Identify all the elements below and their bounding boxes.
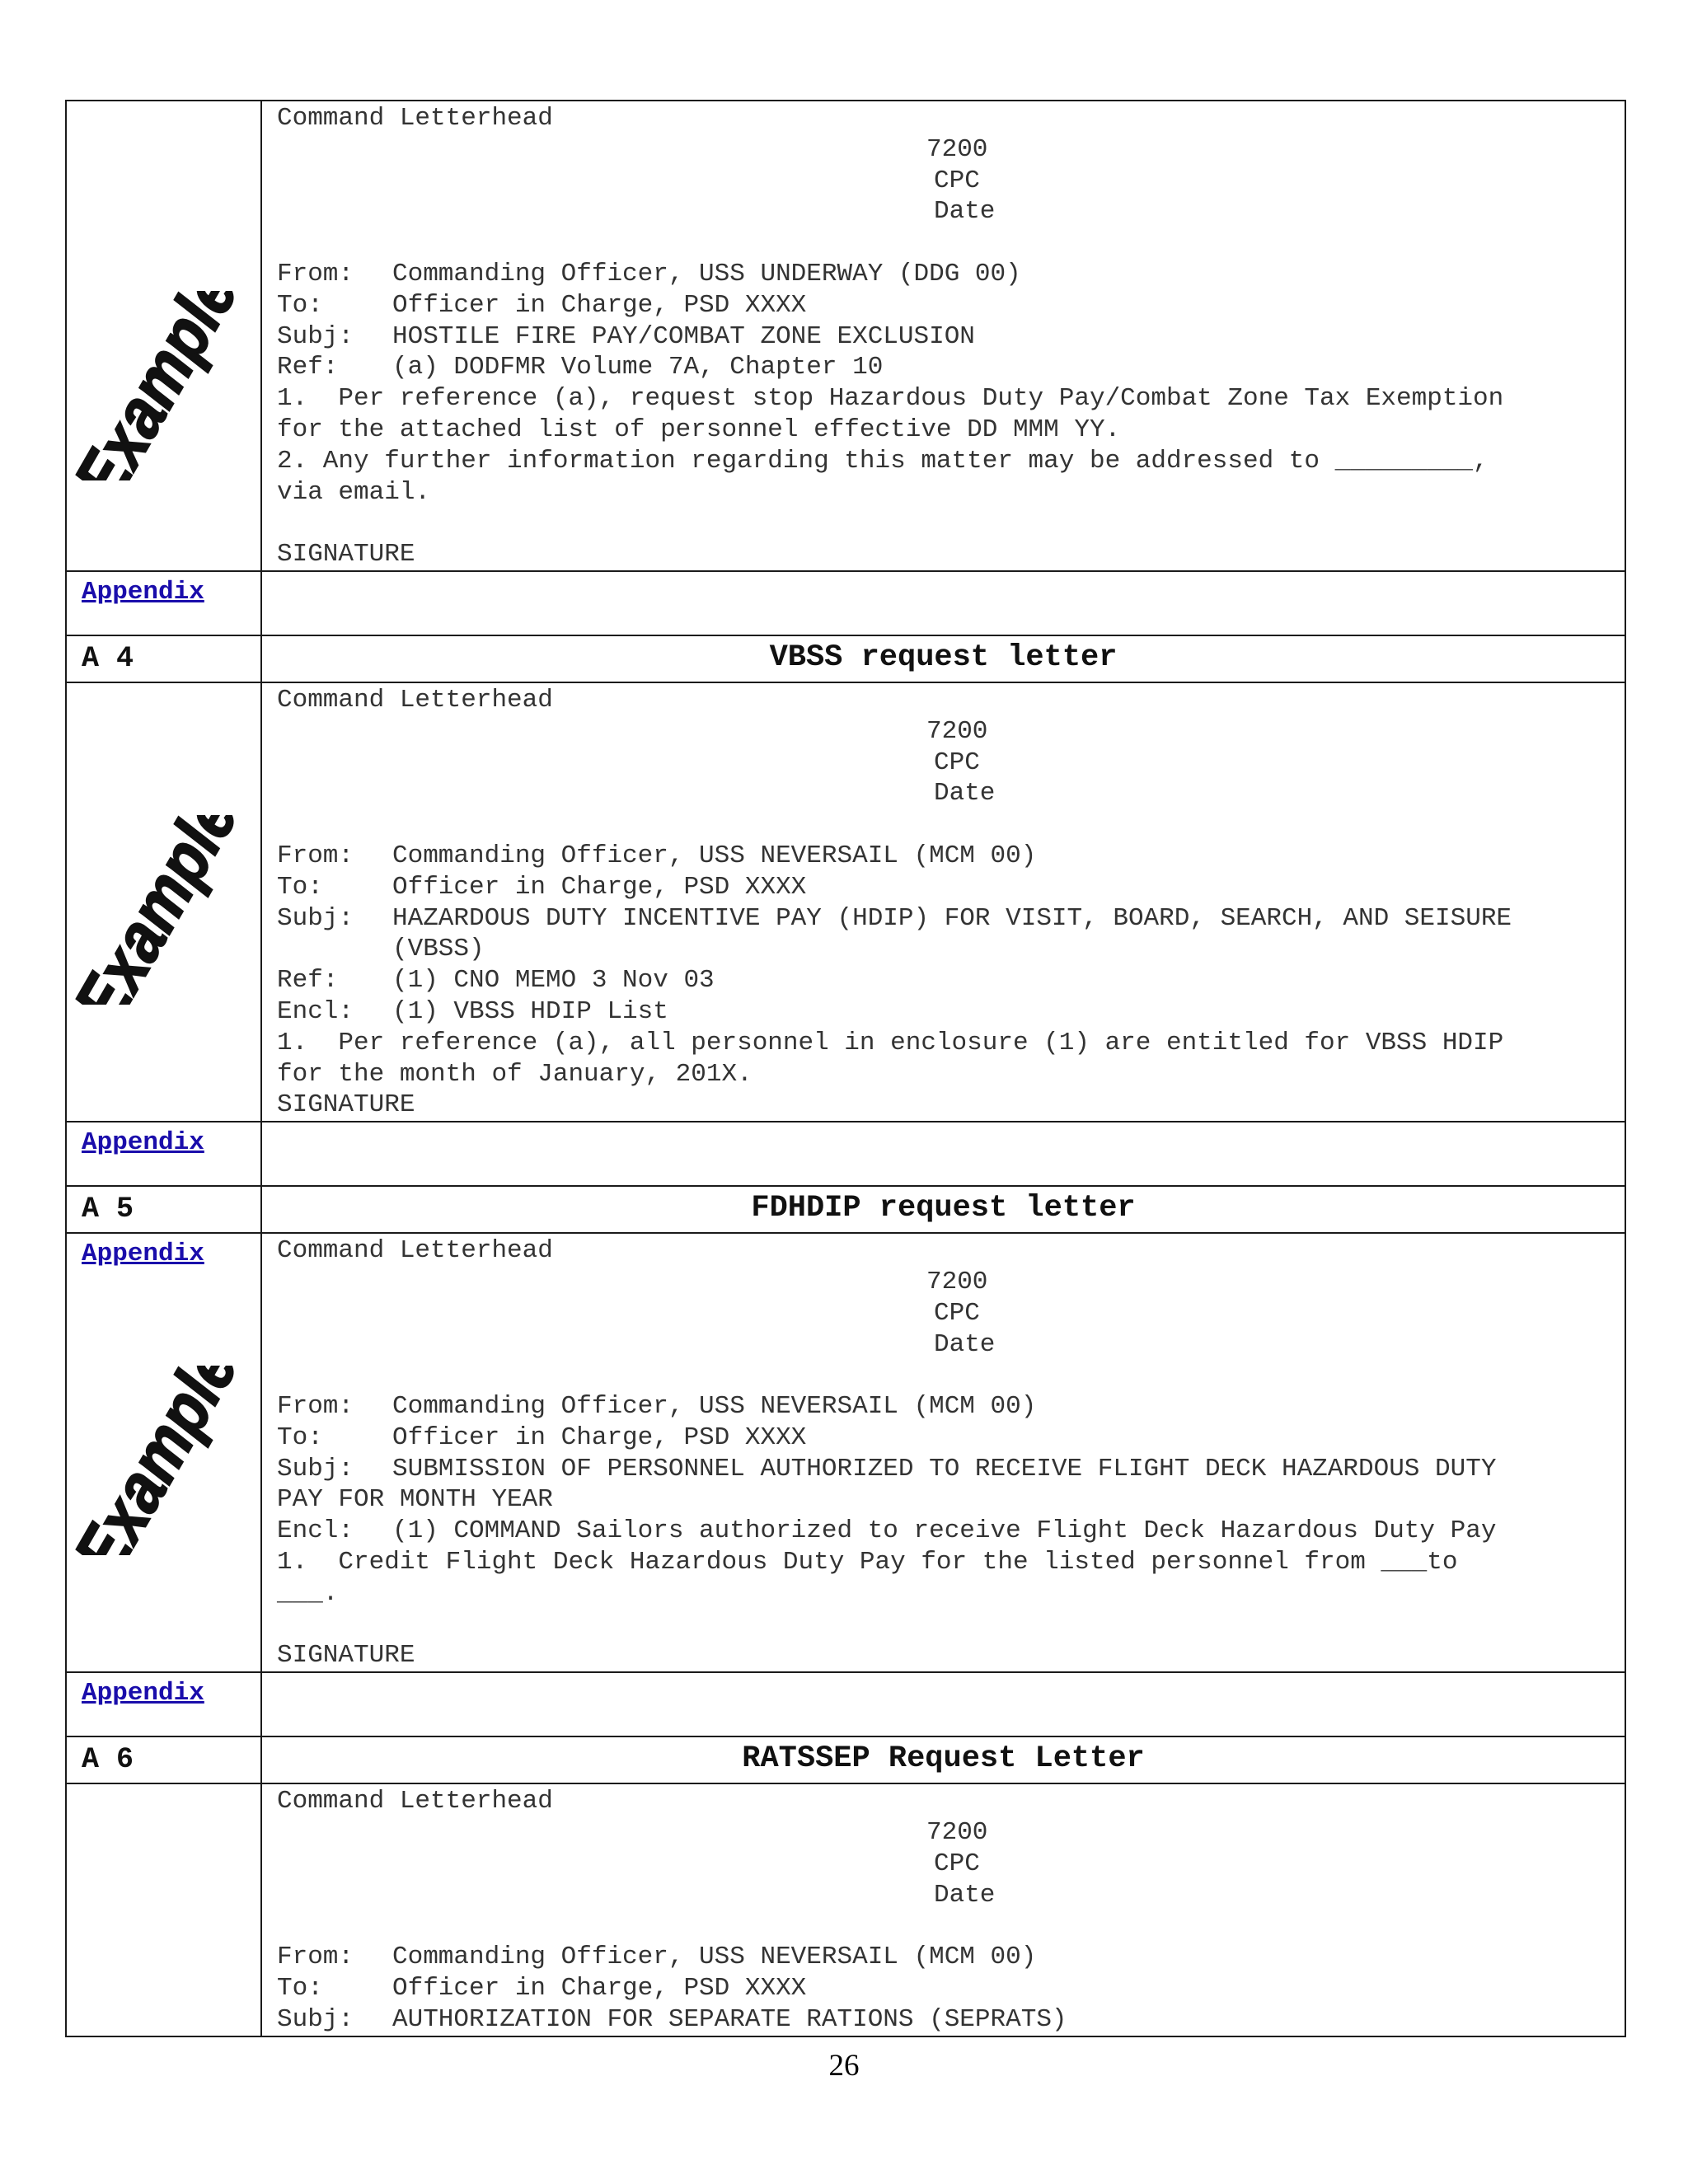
- signature: SIGNATURE: [277, 1641, 415, 1671]
- cpc: CPC: [934, 1298, 980, 1328]
- subj-line-cont: PAY FOR MONTH YEAR: [277, 1485, 553, 1515]
- appendix-row: [66, 571, 1625, 635]
- example-stamp: [72, 1366, 237, 1555]
- subj-line: Subj: HAZARDOUS DUTY INCENTIVE PAY (HDIP) FOR VISIT, BOARD, SEARCH, AND SEISURE: [277, 903, 1512, 933]
- ssic: 7200: [926, 716, 988, 746]
- appendix-cell: [66, 571, 261, 635]
- section-id: A 4: [82, 641, 134, 675]
- letter-row: [66, 1233, 1625, 1672]
- subj-line-cont: (VBSS): [392, 935, 485, 964]
- appendix-row: [66, 1122, 1625, 1186]
- letter-date: Date: [934, 1880, 996, 1910]
- letterhead: Command Letterhead: [277, 1236, 553, 1266]
- document-table: [65, 100, 1626, 2037]
- ref-line: Ref: (a) DODFMR Volume 7A, Chapter 10: [277, 353, 884, 382]
- paragraph-1: 1. Per reference (a), request stop Hazardous Duty Pay/Combat Zone Tax Exemption: [277, 384, 1504, 414]
- cpc: CPC: [934, 166, 980, 195]
- page-number: 26: [828, 2049, 860, 2083]
- subj-line: Subj: SUBMISSION OF PERSONNEL AUTHORIZED TO RECEIVE FLIGHT DECK HAZARDOUS DUTY: [277, 1454, 1497, 1483]
- from-line: From: Commanding Officer, USS UNDERWAY (DDG 00): [277, 259, 1021, 288]
- example-cell: [66, 101, 261, 571]
- empty-cell: [261, 571, 1625, 635]
- letter-date: Date: [934, 779, 996, 808]
- example-cell: [66, 682, 261, 1122]
- example-stamp: [72, 291, 237, 480]
- letterhead: Command Letterhead: [277, 1787, 553, 1816]
- section-title-cell: [261, 635, 1625, 682]
- paragraph-1: 1. Credit Flight Deck Hazardous Duty Pay for the listed personnel from ___to: [277, 1548, 1458, 1577]
- ssic: 7200: [926, 1818, 988, 1848]
- letter-body: [261, 101, 1625, 571]
- section-title: VBSS request letter: [769, 640, 1118, 675]
- signature: SIGNATURE: [277, 540, 415, 569]
- empty-cell: [261, 1122, 1625, 1186]
- section-id: A 5: [82, 1193, 134, 1226]
- cpc: CPC: [934, 1849, 980, 1878]
- appendix-link[interactable]: Appendix: [82, 1128, 204, 1158]
- subj-line: Subj: HOSTILE FIRE PAY/COMBAT ZONE EXCLUSION: [277, 321, 975, 351]
- to-line: To: Officer in Charge, PSD XXXX: [277, 1422, 807, 1452]
- paragraph-1-cont: for the month of January, 201X.: [277, 1059, 753, 1089]
- section-header-row: [66, 1736, 1625, 1783]
- section-title-cell: [261, 1736, 1625, 1783]
- section-id-cell: [66, 635, 261, 682]
- example-cell: [66, 1233, 261, 1672]
- section-title: RATSSEP Request Letter: [742, 1741, 1145, 1777]
- to-line: To: Officer in Charge, PSD XXXX: [277, 290, 807, 320]
- appendix-cell: [66, 1122, 261, 1186]
- paragraph-2-cont: via email.: [277, 477, 431, 507]
- section-title-cell: [261, 1186, 1625, 1233]
- appendix-link[interactable]: Appendix: [82, 1240, 204, 1269]
- letter-body: [261, 682, 1625, 1122]
- signature: SIGNATURE: [277, 1090, 415, 1120]
- ssic: 7200: [926, 1267, 988, 1296]
- letter-row: [66, 682, 1625, 1122]
- to-line: To: Officer in Charge, PSD XXXX: [277, 872, 807, 902]
- appendix-link[interactable]: Appendix: [82, 1679, 204, 1708]
- paragraph-1: 1. Per reference (a), all personnel in enclosure (1) are entitled for VBSS HDIP: [277, 1028, 1504, 1057]
- subj-line: Subj: AUTHORIZATION FOR SEPARATE RATIONS (SEPRATS): [277, 2004, 1067, 2034]
- letter-row: [66, 1783, 1625, 2036]
- encl-line: Encl: (1) VBSS HDIP List: [277, 996, 668, 1026]
- section-header-row: [66, 1186, 1625, 1233]
- letter-body: [261, 1233, 1625, 1672]
- paragraph-1-cont: for the attached list of personnel effective DD MMM YY.: [277, 415, 1121, 444]
- from-line: From: Commanding Officer, USS NEVERSAIL (MCM 00): [277, 1943, 1037, 1972]
- ssic: 7200: [926, 134, 988, 164]
- section-id-cell: [66, 1736, 261, 1783]
- from-line: From: Commanding Officer, USS NEVERSAIL (MCM 00): [277, 841, 1037, 870]
- section-title: FDHDIP request letter: [751, 1191, 1136, 1226]
- appendix-row: [66, 1672, 1625, 1736]
- letterhead: Command Letterhead: [277, 685, 553, 715]
- letter-date: Date: [934, 197, 996, 227]
- to-line: To: Officer in Charge, PSD XXXX: [277, 1974, 807, 2004]
- appendix-link[interactable]: Appendix: [82, 577, 204, 607]
- example-stamp: [72, 815, 237, 1005]
- cpc: CPC: [934, 748, 980, 777]
- appendix-cell: [66, 1672, 261, 1736]
- section-id-cell: [66, 1186, 261, 1233]
- empty-cell: [261, 1672, 1625, 1736]
- letterhead: Command Letterhead: [277, 104, 553, 133]
- letter-body: [261, 1783, 1625, 2036]
- section-header-row: [66, 635, 1625, 682]
- ref-line: Ref: (1) CNO MEMO 3 Nov 03: [277, 966, 715, 996]
- encl-line: Encl: (1) COMMAND Sailors authorized to receive Flight Deck Hazardous Duty Pay: [277, 1516, 1497, 1546]
- paragraph-2: 2. Any further information regarding this matter may be addressed to _________,: [277, 446, 1489, 476]
- letter-row: [66, 101, 1625, 571]
- paragraph-1-cont: ___.: [277, 1578, 339, 1608]
- section-id: A 6: [82, 1743, 134, 1777]
- from-line: From: Commanding Officer, USS NEVERSAIL (MCM 00): [277, 1392, 1037, 1422]
- empty-cell: [66, 1783, 261, 2036]
- letter-date: Date: [934, 1329, 996, 1359]
